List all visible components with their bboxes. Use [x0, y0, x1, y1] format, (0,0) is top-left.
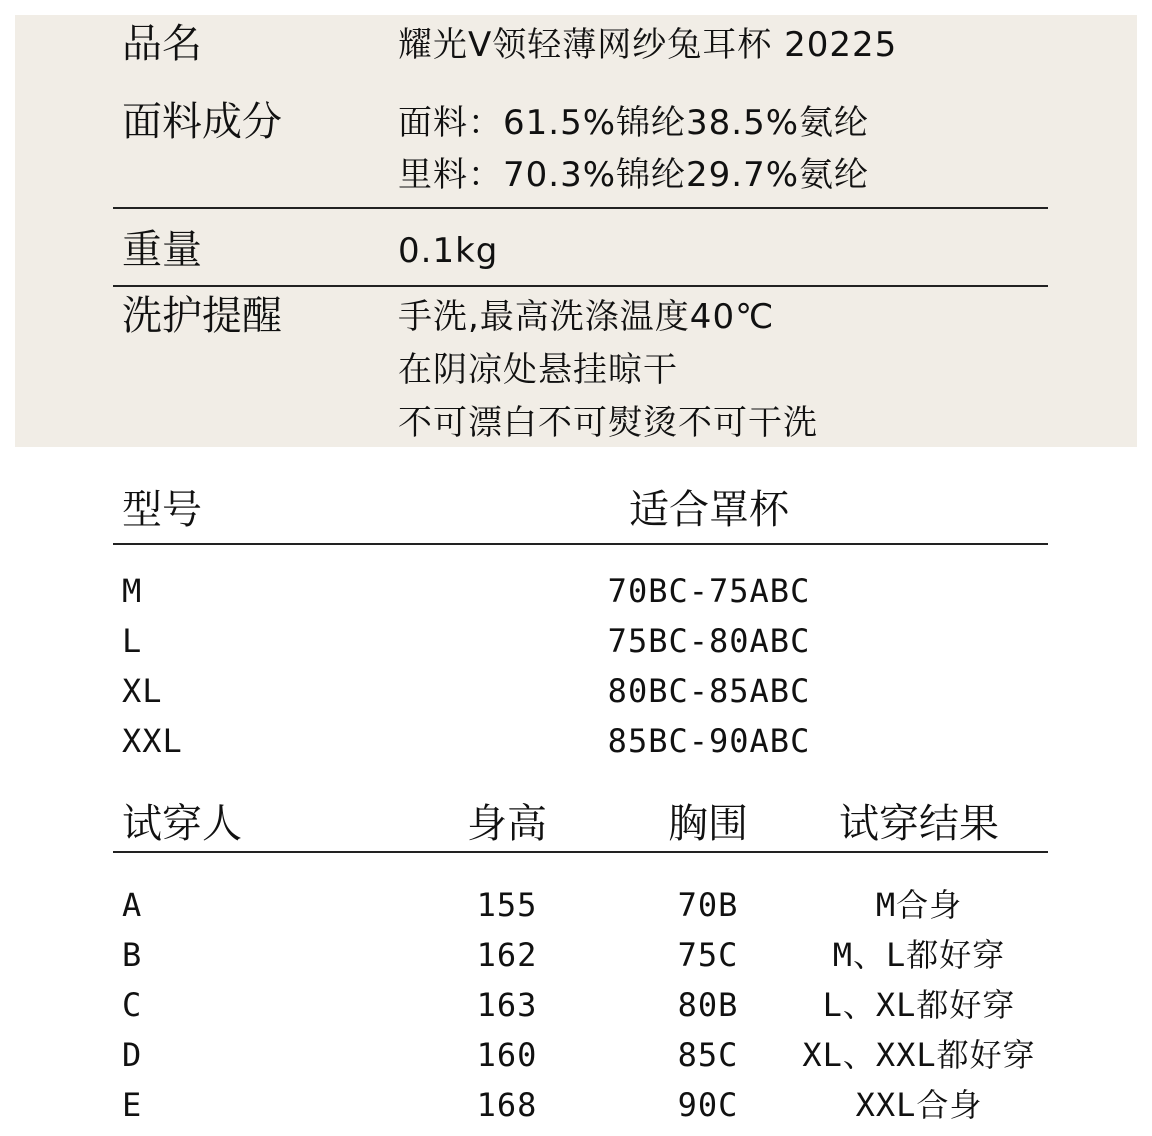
size-row-cup: 75BC-80ABC: [607, 622, 811, 660]
trial-row-bust: 80B: [677, 986, 739, 1024]
trial-row-height: 162: [476, 936, 538, 974]
weight-label: 重量: [122, 227, 202, 273]
trial-row-result: M合身: [875, 886, 963, 924]
size-row-model: XL: [122, 672, 163, 710]
trial-row-result: XL、XXL都好穿: [802, 1036, 1036, 1074]
size-row-model: L: [122, 622, 143, 660]
product-name-label: 品名: [122, 21, 202, 67]
trial-header-bust: 胸围: [668, 801, 748, 847]
trial-row-bust: 75C: [677, 936, 739, 974]
size-header-model: 型号: [122, 487, 202, 533]
product-name-value: 耀光V领轻薄网纱兔耳杯 20225: [398, 25, 898, 65]
care-line: 手洗,最高洗涤温度40℃: [398, 297, 775, 337]
trial-row-result: XXL合身: [855, 1086, 983, 1124]
trial-header-person: 试穿人: [122, 801, 242, 847]
trial-row-result: M、L都好穿: [832, 936, 1006, 974]
trial-row-height: 155: [476, 886, 538, 924]
trial-row-person: C: [122, 986, 143, 1024]
care-label: 洗护提醒: [122, 293, 282, 339]
trial-row-bust: 70B: [677, 886, 739, 924]
trial-row-height: 168: [476, 1086, 538, 1124]
care-line: 不可漂白不可熨烫不可干洗: [398, 403, 818, 443]
fabric-line: 面料：61.5%锦纶38.5%氨纶: [398, 103, 870, 143]
trial-row-height: 163: [476, 986, 538, 1024]
trial-header-height: 身高: [467, 801, 547, 847]
size-row-model: M: [122, 572, 143, 610]
size-row-cup: 70BC-75ABC: [607, 572, 811, 610]
fabric-line: 里料：70.3%锦纶29.7%氨纶: [398, 155, 870, 195]
trial-row-person: E: [122, 1086, 143, 1124]
size-row-cup: 80BC-85ABC: [607, 672, 811, 710]
trial-header-result: 试穿结果: [839, 801, 999, 847]
trial-row-bust: 85C: [677, 1036, 739, 1074]
care-line: 在阴凉处悬挂晾干: [398, 350, 678, 390]
size-header-cup: 适合罩杯: [629, 487, 789, 533]
fabric-label: 面料成分: [122, 99, 282, 145]
trial-row-result: L、XL都好穿: [822, 986, 1016, 1024]
size-row-cup: 85BC-90ABC: [607, 722, 811, 760]
divider: [113, 851, 1048, 853]
trial-row-person: B: [122, 936, 143, 974]
divider: [113, 207, 1048, 209]
divider: [113, 285, 1048, 287]
weight-value: 0.1kg: [398, 231, 499, 271]
trial-row-height: 160: [476, 1036, 538, 1074]
trial-row-person: A: [122, 886, 143, 924]
divider: [113, 543, 1048, 545]
size-row-model: XXL: [122, 722, 183, 760]
trial-row-person: D: [122, 1036, 143, 1074]
trial-row-bust: 90C: [677, 1086, 739, 1124]
